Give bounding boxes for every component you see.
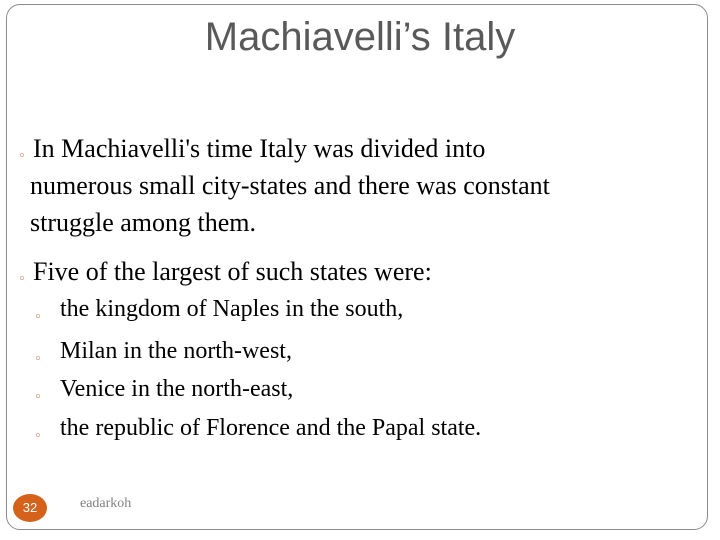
sub-bullet-point (34, 410, 704, 447)
sub-bullet-text: the republic of Florence and the Papal state. (60, 415, 482, 441)
bullet-point (18, 253, 708, 290)
sub-bullet-point (34, 291, 704, 328)
bullet-icon: ◦ (34, 429, 42, 444)
sub-bullet-text: Milan in the north-west, (60, 338, 292, 364)
sub-bullet-point (34, 333, 704, 370)
bullet-text: Five of the largest of such states were: (33, 257, 432, 286)
bullet-icon: ◦ (34, 310, 42, 325)
bullet-icon: ◦ (34, 352, 42, 367)
sub-bullet-point (34, 371, 704, 408)
bullet-text: numerous small city-states and there was constant (30, 171, 550, 200)
bullet-continuation (30, 167, 720, 204)
slide-title: Machiavelli’s Italy (204, 15, 516, 59)
bullet-icon: ◦ (34, 390, 42, 405)
page-number-badge: 32 (13, 494, 47, 522)
bullet-icon: ◦ (18, 272, 26, 287)
bullet-point (18, 130, 708, 167)
bullet-text: In Machiavelli's time Italy was divided into (33, 134, 486, 163)
sub-bullet-text: Venice in the north-east, (60, 376, 294, 402)
sub-bullet-text: the kingdom of Naples in the south, (60, 296, 404, 322)
footer-author: eadarkoh (80, 496, 132, 511)
bullet-icon: ◦ (18, 149, 26, 164)
bullet-continuation (30, 204, 720, 241)
bullet-text: struggle among them. (30, 208, 257, 237)
